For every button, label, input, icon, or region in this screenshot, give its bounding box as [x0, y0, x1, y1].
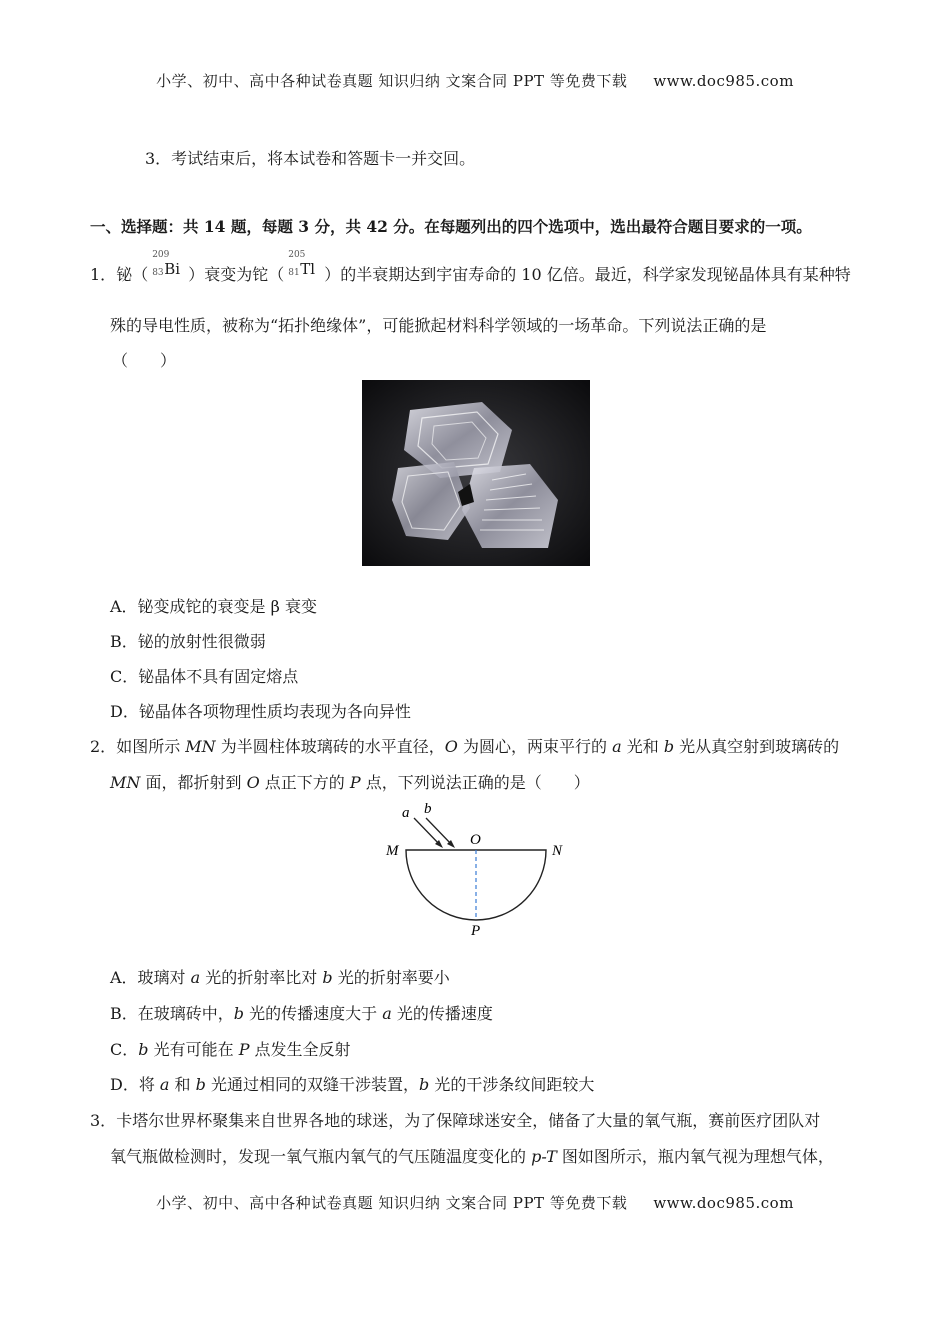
ray-a	[414, 818, 441, 846]
q1-line-1: 1．铋（ 209 83 Bi ）衰变为铊（ 205 81 Tl ）的半衰期达到宇宙寿命的 10 亿倍。最近，科学家发现铋晶体具有某种特	[90, 250, 851, 284]
bismuth-nuclide: 209 83 Bi	[152, 250, 181, 278]
q3-number: 3．	[90, 1111, 117, 1130]
q1-option-c[interactable]: C．铋晶体不具有固定熔点	[110, 667, 299, 686]
q1-answer-paren: （ ）	[112, 351, 177, 370]
label-N: N	[552, 843, 563, 859]
q3-line-2: 氧气瓶做检测时，发现一氧气瓶内氧气的气压随温度变化的 p-T 图如图所示，瓶内氧气视为理想气体，	[110, 1147, 834, 1166]
q1-line-2: 殊的导电性质，被称为“拓扑绝缘体”，可能掀起材料科学领域的一场革命。下列说法正确的是	[110, 316, 767, 335]
header-url[interactable]: www.doc985.com	[653, 72, 794, 90]
label-b: b	[424, 801, 432, 817]
footer-url[interactable]: www.doc985.com	[653, 1194, 794, 1212]
q2-option-c[interactable]: C．b 光有可能在 P 点发生全反射	[110, 1040, 351, 1059]
thallium-nuclide: 205 81 Tl	[288, 250, 316, 278]
q1-option-a[interactable]: A．铋变成铊的衰变是 β 衰变	[110, 597, 317, 616]
page-footer	[0, 1192, 950, 1213]
q2-option-d[interactable]: D．将 a 和 b 光通过相同的双缝干涉装置，b 光的干涉条纹间距较大	[110, 1075, 595, 1094]
q1-option-b[interactable]: B．铋的放射性很微弱	[110, 632, 266, 651]
instruction-3: 3．考试结束后，将本试卷和答题卡一并交回。	[145, 149, 476, 168]
header-text: 小学、初中、高中各种试卷真题 知识归纳 文案合同 PPT 等免费下载	[156, 72, 628, 90]
q2-option-a[interactable]: A．玻璃对 a 光的折射率比对 b 光的折射率要小	[110, 968, 450, 987]
footer-text: 小学、初中、高中各种试卷真题 知识归纳 文案合同 PPT 等免费下载	[156, 1194, 628, 1212]
bismuth-crystal-photo	[362, 380, 590, 566]
q3-line-1: 3．卡塔尔世界杯聚集来自世界各地的球迷，为了保障球迷安全，储备了大量的氧气瓶，赛前医疗团队对	[90, 1111, 821, 1130]
q2-line-1: 2．如图所示 MN 为半圆柱体玻璃砖的水平直径，O 为圆心，两束平行的 a 光和 b 光从真空射到玻璃砖的	[90, 737, 840, 756]
label-O: O	[470, 832, 481, 848]
label-M: M	[386, 843, 399, 859]
q2-line-2: MN 面，都折射到 O 点正下方的 P 点，下列说法正确的是（ ）	[110, 773, 590, 792]
q1-option-d[interactable]: D．铋晶体各项物理性质均表现为各向异性	[110, 702, 411, 721]
q2-number: 2．	[90, 737, 117, 756]
q1-number: 1．	[90, 265, 117, 284]
page-header	[0, 70, 950, 91]
semicircle-glass-diagram	[376, 800, 576, 940]
label-a: a	[402, 805, 410, 821]
q2-option-b[interactable]: B．在玻璃砖中，b 光的传播速度大于 a 光的传播速度	[110, 1004, 493, 1023]
label-P: P	[471, 923, 481, 939]
section-title: 一、选择题：共 14 题，每题 3 分，共 42 分。在每题列出的四个选项中，选出最符合题目要求的一项。	[90, 217, 812, 236]
